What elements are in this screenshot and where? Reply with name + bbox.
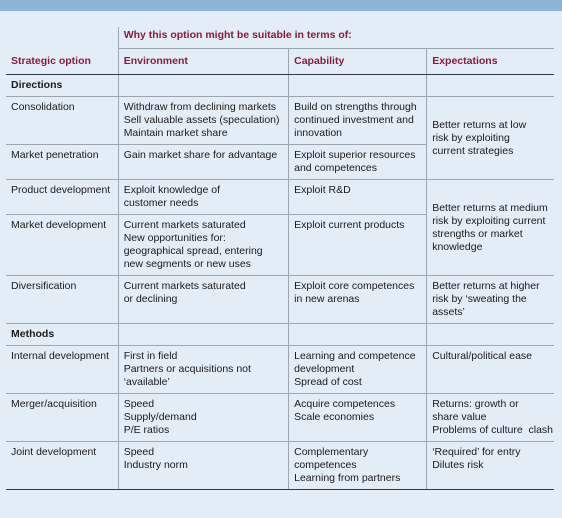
option-cell: Internal development xyxy=(6,346,118,394)
section-methods xyxy=(6,324,554,346)
table-row-internal-development xyxy=(6,346,554,394)
option-cell: Market development xyxy=(6,215,118,276)
option-cell: Merger/acquisition xyxy=(6,394,118,442)
table-row-consolidation xyxy=(6,97,554,145)
strategic-option-header: Strategic option xyxy=(6,49,118,75)
option-cell: Consolidation xyxy=(6,97,118,145)
option-cell: Market penetration xyxy=(6,145,118,180)
table-row-diversification xyxy=(6,276,554,324)
table-row-product-development xyxy=(6,180,554,215)
table-row-joint-development xyxy=(6,442,554,490)
environment-cell: First in field Partners or acquisitions not ‘available’ xyxy=(118,346,288,394)
top-banner xyxy=(0,0,562,11)
section-directions xyxy=(6,75,554,97)
capability-cell: Build on strengths through continued investment and innovation xyxy=(289,97,427,145)
section-label-methods: Methods xyxy=(6,324,118,346)
environment-header: Environment xyxy=(118,49,288,75)
environment-cell: Speed Industry norm xyxy=(118,442,288,490)
capability-cell: Exploit superior resources and competences xyxy=(289,145,427,180)
option-cell: Diversification xyxy=(6,276,118,324)
empty-header-cell xyxy=(6,27,118,49)
capability-cell: Complementary competences Learning from partners xyxy=(289,442,427,490)
capability-cell: Exploit current products xyxy=(289,215,427,276)
page xyxy=(0,11,562,518)
capability-header: Capability xyxy=(289,49,427,75)
expectations-cell: Cultural/political ease xyxy=(427,346,554,394)
section-label-directions: Directions xyxy=(6,75,118,97)
header-row-columns xyxy=(6,49,554,75)
capability-cell: Acquire competences Scale economies xyxy=(289,394,427,442)
environment-cell: Withdraw from declining markets Sell valuable assets (speculation) Maintain market share xyxy=(118,97,288,145)
environment-cell: Exploit knowledge of customer needs xyxy=(118,180,288,215)
table-row-merger-acquisition xyxy=(6,394,554,442)
option-cell: Joint development xyxy=(6,442,118,490)
environment-cell: Current markets saturated or declining xyxy=(118,276,288,324)
environment-cell: Speed Supply/demand P/E ratios xyxy=(118,394,288,442)
strategy-suitability-table xyxy=(6,27,554,490)
option-cell: Product development xyxy=(6,180,118,215)
expectations-cell: Returns: growth or share value Problems of culture clash xyxy=(427,394,554,442)
environment-cell: Current markets saturated New opportunities for: geographical spread, entering new segments or new uses xyxy=(118,215,288,276)
capability-cell: Exploit core competences in new arenas xyxy=(289,276,427,324)
expectations-header: Expectations xyxy=(427,49,554,75)
environment-cell: Gain market share for advantage xyxy=(118,145,288,180)
why-header: Why this option might be suitable in terms of: xyxy=(118,27,554,49)
expectations-cell: Better returns at higher risk by ‘sweating the assets’ xyxy=(427,276,554,324)
expectations-cell-low: Better returns at low risk by exploiting current strategies xyxy=(427,97,554,180)
expectations-cell: ‘Required’ for entry Dilutes risk xyxy=(427,442,554,490)
capability-cell: Learning and competence development Spread of cost xyxy=(289,346,427,394)
expectations-cell-medium: Better returns at medium risk by exploiting current strengths or market knowledge xyxy=(427,180,554,276)
capability-cell: Exploit R&D xyxy=(289,180,427,215)
header-row-why xyxy=(6,27,554,49)
